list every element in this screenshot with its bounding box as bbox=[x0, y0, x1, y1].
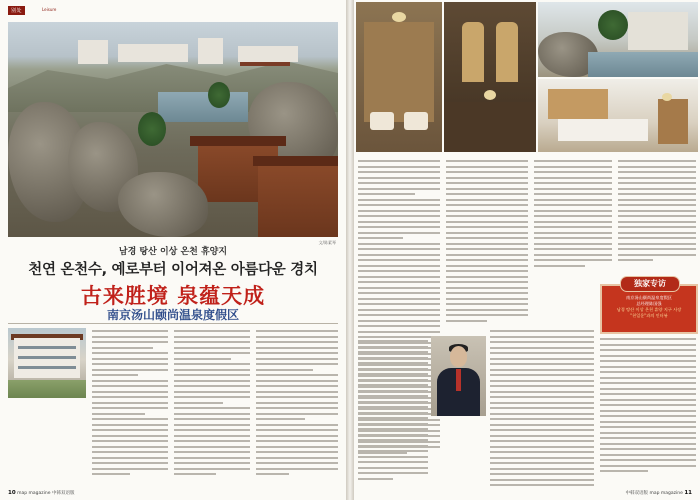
headline-cn: 古来胜境 泉蕴天成 bbox=[80, 284, 266, 308]
pool-pavilion-photo bbox=[538, 2, 698, 77]
box-title: 独家专访 bbox=[620, 276, 680, 292]
headline-kr: 천연 온천수, 예로부터 이어져온 아름다운 경치 bbox=[28, 262, 318, 278]
box-line-2: 总经理陈国强 bbox=[636, 301, 662, 306]
body-text-column-2 bbox=[174, 330, 250, 479]
body-text-column-3 bbox=[256, 330, 338, 479]
qa-column-2 bbox=[490, 330, 594, 490]
photo-credit: 文/陈素琴 bbox=[318, 240, 336, 245]
headline-divider bbox=[8, 323, 338, 324]
right-body-column-2 bbox=[446, 160, 528, 325]
lobby-photo bbox=[356, 2, 442, 152]
folio-left bbox=[8, 490, 74, 496]
right-page bbox=[354, 0, 700, 500]
headline-cn-sub: 南京汤山颐尚温泉度假区 bbox=[106, 308, 239, 322]
page-number: 10 bbox=[8, 490, 16, 496]
hero-resort-photo bbox=[8, 22, 338, 237]
right-body-column-4 bbox=[618, 160, 696, 265]
qa-column-3 bbox=[600, 338, 696, 476]
exclusive-interview-box bbox=[600, 279, 698, 334]
page-gutter bbox=[346, 0, 354, 500]
box-line-1: 南京汤山颐尚温泉度假区 bbox=[625, 295, 673, 300]
right-body-column-3 bbox=[534, 160, 612, 270]
headline-kr-sub: 남경 탕산 이상 온천 휴양지 bbox=[118, 247, 228, 257]
page-number-right: 11 bbox=[684, 490, 692, 496]
villa-photo bbox=[8, 328, 86, 398]
qa-column-1 bbox=[358, 340, 428, 483]
body-text-column-1 bbox=[92, 330, 168, 479]
box-line-4: "천일운"과의 인터뷰 bbox=[630, 313, 668, 318]
left-page bbox=[0, 0, 346, 500]
magazine-name-right: 中韩双语版 map magazine bbox=[625, 491, 683, 496]
hallway-photo bbox=[444, 2, 536, 152]
interview-portrait-photo bbox=[431, 336, 486, 416]
guest-room-photo bbox=[538, 79, 698, 152]
section-label-en: Leisure bbox=[42, 7, 57, 12]
folio-right bbox=[626, 490, 692, 496]
section-label: 别处 bbox=[8, 6, 25, 15]
magazine-name: map magazine 中韩双语版 bbox=[17, 491, 75, 496]
box-line-3: 남경 탕산 이상 온천 휴양 지구 사장 bbox=[616, 307, 682, 312]
